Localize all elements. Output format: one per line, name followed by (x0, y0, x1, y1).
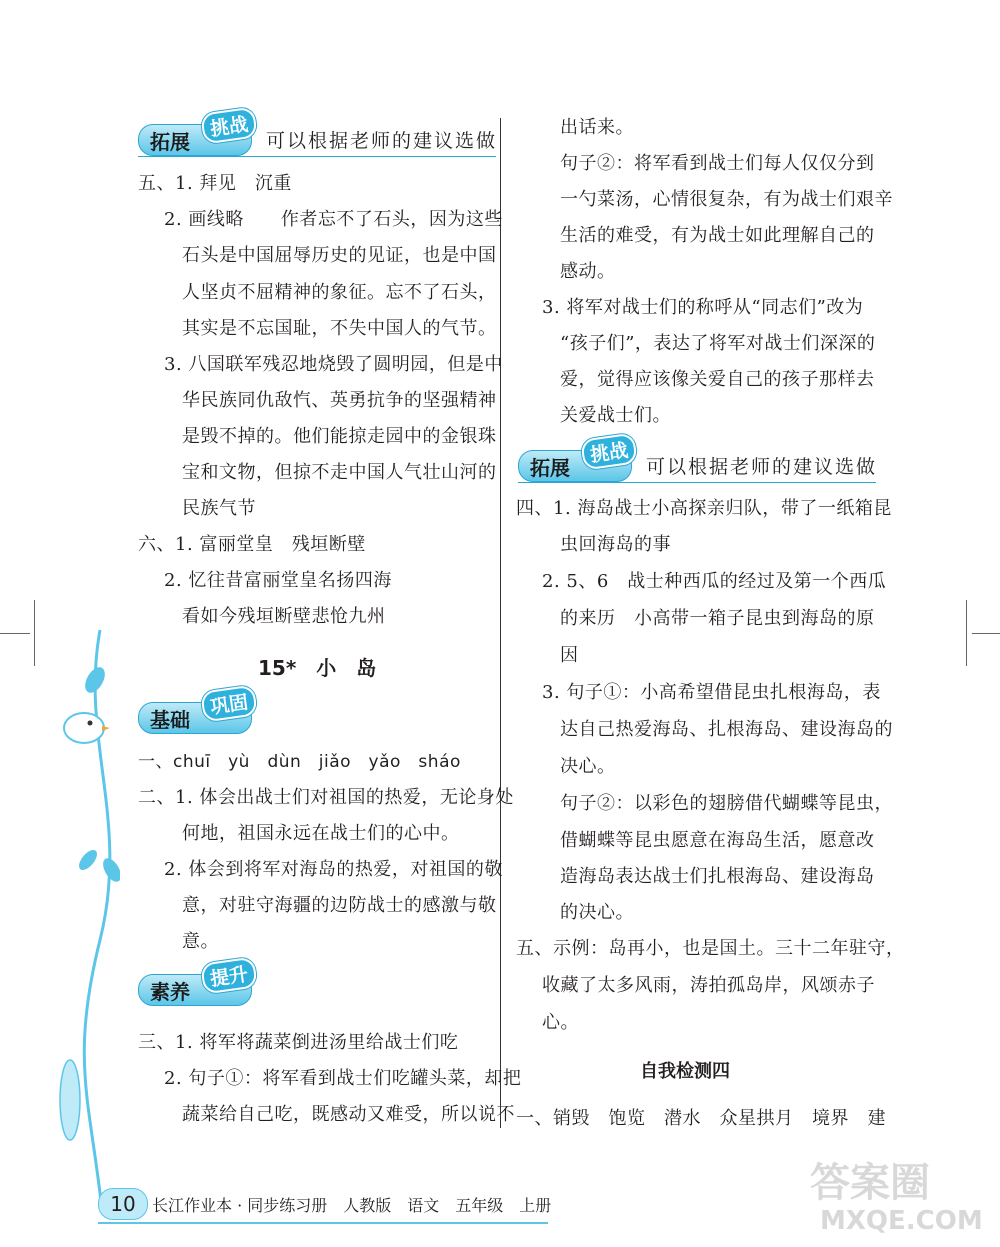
answer-line: 虫回海岛的事 (560, 534, 671, 555)
watermark-line2: MXQE.COM (820, 1206, 983, 1236)
answer-line: 爱，觉得应该像关爱自己的孩子那样去 (560, 369, 875, 390)
section-badge-tuozhan-right (518, 439, 880, 482)
answer-line: 2. 画线略 作者忘不了石头，因为这些 (164, 209, 503, 230)
answer-line: 一、销毁 饱览 潜水 众星拱月 境界 建 (516, 1108, 886, 1129)
test-title: 自我检测四 (640, 1061, 730, 1082)
answer-line: 决心。 (560, 756, 616, 777)
badge-note: 可以根据老师的建议选做 (646, 456, 878, 478)
answer-line: 六、1. 富丽堂皇 残垣断壁 (138, 534, 366, 555)
crop-mark-right-h (972, 633, 1000, 634)
answer-line: 二、1. 体会出战士们对祖国的热爱，无论身处 (138, 787, 514, 808)
answer-line: 宝和文物，但掠不走中国人气壮山河的 (182, 462, 497, 483)
answer-line: 三、1. 将军将蔬菜倒进汤里给战士们吃 (138, 1032, 459, 1053)
answer-line: 2. 5、6 战士种西瓜的经过及第一个西瓜 (542, 571, 887, 592)
answer-line: 一勺菜汤，心情很复杂，有为战士们艰辛 (560, 189, 893, 210)
answer-line: 3. 将军对战士们的称呼从“同志们”改为 (542, 297, 864, 318)
badge-accent-label: 挑战 (200, 106, 258, 144)
answer-line: 蔬菜给自己吃，既感动又难受，所以说不 (182, 1104, 515, 1125)
watermark-line1: 答案圈 (810, 1160, 930, 1206)
section-badge-suyang (138, 963, 268, 1006)
answer-line: 意，对驻守海疆的边防战士的感激与敬 (182, 895, 497, 916)
answer-line: 何地，祖国永远在战士们的心中。 (182, 823, 460, 844)
answer-line: “孩子们”，表达了将军对战士们深深的 (560, 333, 876, 354)
page-number: 10 (98, 1188, 148, 1220)
answer-line: 四、1. 海岛战士小高探亲归队，带了一纸箱昆 (516, 498, 892, 519)
section-badge-jichu (138, 691, 268, 734)
answer-line: 感动。 (560, 261, 616, 282)
answer-line: 五、1. 拜见 沉重 (138, 173, 292, 194)
watermark-logo (810, 1160, 983, 1236)
badge-main-label: 基础 (150, 708, 190, 732)
footer-book-title: 长江作业本 · 同步练习册 人教版 语文 五年级 上册 (152, 1196, 552, 1215)
answer-line: 心。 (542, 1012, 579, 1033)
answer-line: 借蝴蝶等昆虫愿意在海岛生活，愿意改 (560, 830, 875, 851)
answer-line: 五、示例：岛再小，也是国土。三十二年驻守， (516, 938, 905, 959)
answer-line: 句子②：将军看到战士们每人仅仅分到 (560, 153, 875, 174)
answer-line: 看如今残垣断壁悲怆九州 (182, 606, 386, 627)
lesson-title: 15* 小 岛 (258, 656, 377, 680)
answer-line: 人坚贞不屈精神的象征。忘不了石头， (182, 282, 497, 303)
badge-main-label: 拓展 (150, 130, 190, 154)
crop-mark-right-v (966, 600, 967, 666)
crop-mark-left-h (0, 633, 30, 634)
section-badge-tuozhan-left (138, 113, 500, 156)
answer-line: 3. 句子①：小高希望借昆虫扎根海岛，表 (542, 682, 881, 703)
answer-line: 意。 (182, 931, 219, 952)
answer-line: 的决心。 (560, 902, 634, 923)
answer-line: 造海岛表达战士们扎根海岛、建设海岛 (560, 866, 875, 887)
badge-main-label: 素养 (150, 980, 190, 1004)
badge-accent-label: 巩固 (200, 684, 258, 722)
answer-line: 因 (560, 645, 579, 666)
answer-line: 收藏了太多风雨，涛拍孤岛岸，风颂赤子 (542, 975, 875, 996)
badge-accent-label: 挑战 (580, 432, 638, 470)
answer-line: 是毁不掉的。他们能掠走园中的金银珠 (182, 426, 497, 447)
answer-line: 达自己热爱海岛、扎根海岛、建设海岛的 (560, 719, 893, 740)
answer-line: 关爱战士们。 (560, 405, 671, 426)
badge-accent-label: 提升 (200, 956, 258, 994)
answer-line: 2. 忆往昔富丽堂皇名扬四海 (164, 570, 392, 591)
footer-rule (98, 1222, 548, 1224)
column-divider (500, 118, 501, 1128)
answer-line: 的来历 小高带一箱子昆虫到海岛的原 (560, 608, 875, 629)
answer-line: 民族气节 (182, 498, 256, 519)
answer-line: 3. 八国联军残忍地烧毁了圆明园，但是中 (164, 354, 503, 375)
answer-line: 其实是不忘国耻，不失中国人的气节。 (182, 318, 497, 339)
answer-line: 2. 体会到将军对海岛的热爱，对祖国的敬 (164, 859, 503, 880)
badge-underline (138, 156, 496, 157)
answer-line: 生活的难受，有为战士如此理解自己的 (560, 225, 875, 246)
crop-mark-left-v (34, 600, 35, 666)
badge-underline (518, 482, 876, 483)
answer-line: 句子②：以彩色的翅膀借代蝴蝶等昆虫， (560, 793, 893, 814)
badge-note: 可以根据老师的建议选做 (266, 130, 498, 152)
answer-line: 华民族同仇敌忾、英勇抗争的坚强精神 (182, 390, 497, 411)
answer-line: 2. 句子①：将军看到战士们吃罐头菜，却把 (164, 1068, 522, 1089)
answer-line: 一、chuī yù dùn jiǎo yǎo sháo (138, 752, 461, 772)
answer-line: 出话来。 (560, 117, 634, 138)
answer-line: 石头是中国屈辱历史的见证，也是中国 (182, 245, 497, 266)
badge-main-label: 拓展 (530, 456, 570, 480)
vine-bird-illustration (40, 620, 120, 1220)
